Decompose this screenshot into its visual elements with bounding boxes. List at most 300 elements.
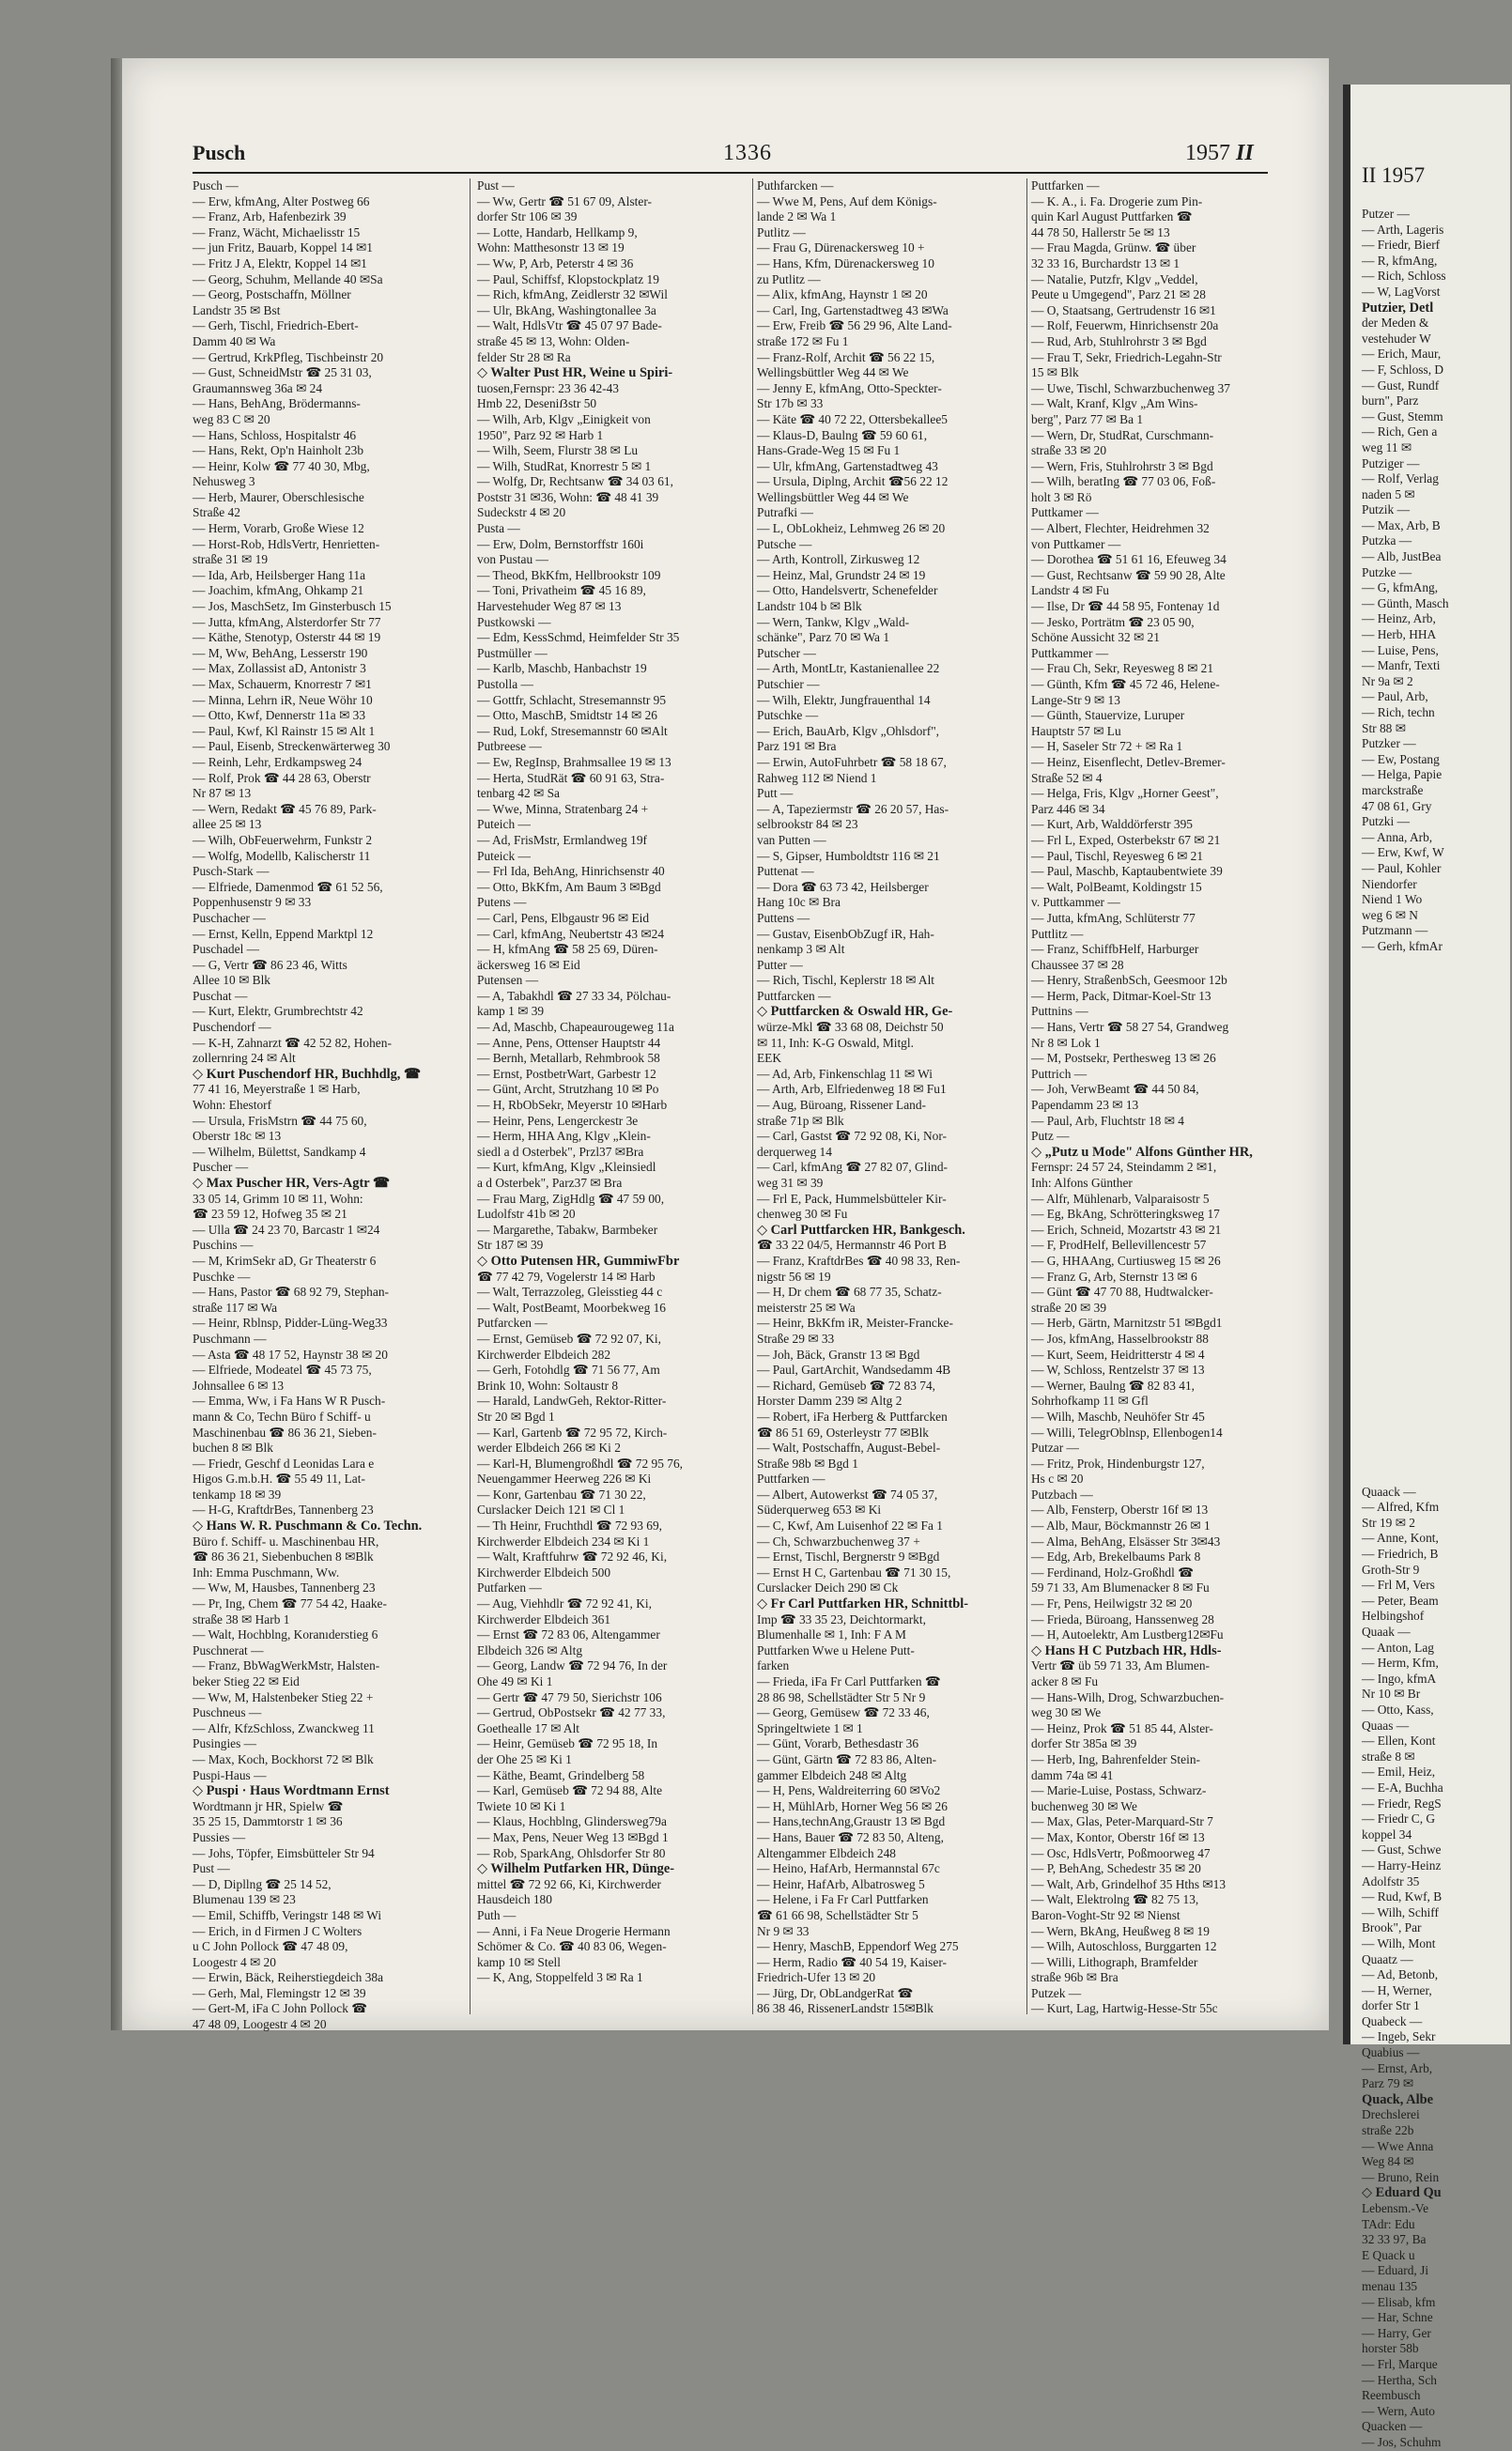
directory-entry: — Dorothea ☎ 51 61 16, Efeuweg 34 [1031, 552, 1227, 567]
directory-entry: Putlitz — [757, 224, 806, 239]
directory-entry: — Gert-M, iFa C John Pollock ☎ [193, 2001, 367, 2016]
directory-entry: — Georg, Schuhm, Mellande 40 ✉Sa [193, 271, 383, 286]
directory-entry: — Walt, Kranf, Klgv „Am Wins- [1031, 396, 1198, 411]
directory-entry: ◇ Fr Carl Puttfarken HR, Schnittbl- [757, 1596, 969, 1612]
directory-entry: — Emil, Schiffb, Veringstr 148 ✉ Wi [193, 1907, 382, 1922]
directory-entry: — Alb, JustBea [1362, 549, 1442, 564]
directory-entry: — Ernst, Kelln, Eppend Marktpl 12 [193, 926, 374, 941]
directory-entry: Büro f. Schiff- u. Maschinenbau HR, [193, 1534, 379, 1549]
directory-entry: Niend 1 Wo [1362, 892, 1423, 907]
directory-entry: — Otto, Handelsvertr, Schenefelder [757, 583, 938, 598]
page-header-keyword: Pusch [193, 141, 246, 164]
directory-entry: Lange-Str 9 ✉ 13 [1031, 692, 1120, 707]
directory-entry: Kirchwerder Elbdeich 361 [477, 1611, 611, 1626]
directory-entry: — Henry, MaschB, Eppendorf Weg 275 [757, 1939, 959, 1954]
directory-entry: — Hans,technAng,Graustr 13 ✉ Bgd [757, 1814, 946, 1829]
directory-entry [1362, 1454, 1512, 1470]
directory-entry [1362, 1142, 1512, 1158]
directory-entry: Puttnins — [1031, 1004, 1088, 1019]
directory-entry: — Anton, Lag [1362, 1640, 1434, 1655]
directory-entry: Fernspr: 24 57 24, Steindamm 2 ✉1, [1031, 1160, 1217, 1175]
directory-entry [1362, 1422, 1512, 1438]
directory-entry: Baron-Voght-Str 92 ✉ Nienst [1031, 1907, 1180, 1922]
directory-entry: ◇ Hans H C Putzbach HR, Hdls- [1031, 1642, 1222, 1658]
directory-entry: Schöne Aussicht 32 ✉ 21 [1031, 630, 1160, 645]
directory-entry: — Ew, Postang [1362, 751, 1440, 766]
directory-entry: — Pr, Ing, Chem ☎ 77 54 42, Haake- [193, 1596, 387, 1611]
directory-entry: Putfarcken — [477, 1316, 548, 1331]
directory-entry: — Erw, Kwf, W [1362, 845, 1444, 860]
directory-entry: Puttens — [757, 910, 810, 925]
directory-entry: straße 45 ✉ 13, Wohn: Olden- [477, 333, 630, 348]
directory-entry: Landstr 35 ✉ Bst [193, 302, 281, 317]
directory-entry: Pustkowski — [477, 614, 551, 629]
directory-entry: Blumenhalle ✉ 1, Inh: F A M [757, 1627, 906, 1642]
directory-column-3 [757, 178, 1029, 2019]
directory-entry: Putzek — [1031, 1985, 1082, 2000]
directory-entry: — Franz, KraftdrBes ☎ 40 98 33, Ren- [757, 1253, 961, 1268]
directory-entry: — Rich, Tischl, Keplerstr 18 ✉ Alt [757, 973, 935, 988]
directory-entry: — Gust, Stemm [1362, 408, 1443, 424]
directory-entry: — Frieda, iFa Fr Carl Puttfarken ☎ [757, 1674, 941, 1688]
directory-entry: — Osc, HdlsVertr, Poßmoorweg 47 [1031, 1845, 1211, 1860]
directory-entry [1362, 1298, 1512, 1314]
directory-entry [1362, 1251, 1512, 1267]
directory-entry: Nr 9a ✉ 2 [1362, 673, 1413, 688]
directory-entry: Straße 42 [193, 505, 240, 520]
directory-entry: — Gerh, Mal, Flemingstr 12 ✉ 39 [193, 1985, 366, 2000]
directory-entry: — Hans, Pastor ☎ 68 92 79, Stephan- [193, 1285, 389, 1300]
directory-entry: — Günt, Archt, Strutzhang 10 ✉ Po [477, 1082, 659, 1097]
directory-entry: — Alfr, KfzSchloss, Zwanckweg 11 [193, 1720, 375, 1735]
directory-entry: Puth — [477, 1907, 517, 1922]
directory-entry: — Marie-Luise, Postass, Schwarz- [1031, 1783, 1207, 1798]
directory-entry: menau 135 [1362, 2278, 1418, 2293]
directory-entry: — Erw, Dolm, Bernstorffstr 160i [477, 536, 644, 551]
directory-entry: weg 11 ✉ [1362, 439, 1412, 455]
directory-entry: Maschinenbau ☎ 86 36 21, Sieben- [193, 1425, 377, 1440]
directory-entry: — Anne, Kont, [1362, 1531, 1439, 1546]
directory-entry: ◇ Hans W. R. Puschmann & Co. Techn. [193, 1518, 423, 1534]
directory-entry: selbrookstr 84 ✉ 23 [757, 817, 858, 832]
directory-entry: — H, RbObSekr, Meyerstr 10 ✉Harb [477, 1098, 668, 1113]
directory-entry: — Bernh, Metallarb, Rehmbrook 58 [477, 1051, 660, 1066]
directory-entry: — Franz, BbWagWerkMstr, Halsten- [193, 1658, 380, 1673]
directory-entry: — Paul, Arb, [1362, 689, 1428, 704]
directory-entry: — S, Gipser, Humboldtstr 116 ✉ 21 [757, 848, 940, 863]
directory-entry: Puttenat — [757, 864, 814, 879]
directory-entry: Hauptstr 57 ✉ Lu [1031, 723, 1121, 738]
directory-entry: — Paul, Schiffsf, Klopstockplatz 19 [477, 271, 659, 286]
directory-entry: Wordtmann jr HR, Spielw ☎ [193, 1798, 344, 1813]
directory-entry: — Friedr, RegS [1362, 1796, 1442, 1811]
directory-entry: — Ernst, Arb, [1362, 2060, 1433, 2075]
directory-entry: zu Putlitz — [757, 271, 821, 286]
directory-entry: — Paul, Tischl, Reyesweg 6 ✉ 21 [1031, 848, 1204, 863]
directory-entry: — Franz, Wächt, Michaelisstr 15 [193, 224, 361, 239]
directory-entry: — Wilh, ObFeuerwehrm, Funkstr 2 [193, 832, 373, 847]
directory-entry: — Albert, Flechter, Heidrehmen 32 [1031, 521, 1210, 536]
directory-entry: — Herm, Radio ☎ 40 54 19, Kaiser- [757, 1954, 947, 1969]
directory-entry: — Reinh, Lehr, Erdkampsweg 24 [193, 754, 363, 769]
directory-entry: Poststr 31 ✉36, Wohn: ☎ 48 41 39 [477, 489, 659, 504]
directory-entry: — Otto, BkKfm, Am Baum 3 ✉Bgd [477, 879, 661, 894]
directory-entry: — Herm, Vorarb, Große Wiese 12 [193, 521, 364, 536]
directory-entry: — Anni, i Fa Neue Drogerie Hermann [477, 1923, 671, 1938]
directory-entry: — Walt, PostBeamt, Moorbekweg 16 [477, 1300, 667, 1315]
directory-entry: — Friedr, Geschf d Leonidas Lara e [193, 1456, 375, 1471]
directory-entry: — Willi, Lithograph, Bramfelder [1031, 1954, 1198, 1969]
directory-entry: Niendorfer [1362, 876, 1417, 891]
directory-entry: — Hans, Rekt, Op'n Hainholt 23b [193, 443, 364, 458]
directory-entry: mann & Co, Techn Büro f Schiff- u [193, 1409, 371, 1424]
directory-entry: Putsche — [757, 536, 812, 551]
directory-entry: Nr 9 ✉ 33 [757, 1923, 810, 1938]
directory-entry: — Gust, SchneidMstr ☎ 25 31 03, [193, 365, 372, 380]
directory-entry: — Aug, Viehhdlr ☎ 72 92 41, Ki, [477, 1596, 652, 1611]
directory-entry: Straße 98b ✉ Bgd 1 [757, 1456, 858, 1471]
directory-entry: — Georg, Postschaffn, Möllner [193, 287, 351, 302]
directory-entry: — L, ObLokheiz, Lehmweg 26 ✉ 20 [757, 521, 946, 536]
directory-entry: Wellingsbüttler Weg 44 ✉ We [757, 489, 909, 504]
directory-entry: Goethealle 17 ✉ Alt [477, 1720, 580, 1735]
directory-entry: Chaussee 37 ✉ 28 [1031, 957, 1124, 972]
directory-entry: Parz 191 ✉ Bra [757, 739, 837, 754]
directory-entry: — Rud, Kwf, B [1362, 1889, 1443, 1904]
directory-entry [1362, 1188, 1512, 1204]
directory-entry: — Natalie, Putzfr, Klgv „Veddel, [1031, 271, 1198, 286]
directory-entry: — Max, Schauerm, Knorrestr 7 ✉1 [193, 677, 372, 691]
directory-entry: — Frau G, Dürenackersweg 10 + [757, 240, 925, 255]
directory-entry: — Heinz, Mal, Grundstr 24 ✉ 19 [757, 567, 926, 582]
directory-entry: Sohrhofkamp 11 ✉ Gfl [1031, 1394, 1149, 1409]
directory-entry: — Kurt, Elektr, Grumbrechtstr 42 [193, 1004, 363, 1019]
directory-entry: straße 31 ✉ 19 [193, 552, 269, 567]
directory-entry: — K-H, Zahnarzt ☎ 42 52 82, Hohen- [193, 1035, 392, 1050]
directory-entry: — Walt, PolBeamt, Koldingstr 15 [1031, 879, 1202, 894]
directory-entry: Kirchwerder Elbdeich 500 [477, 1565, 611, 1580]
directory-entry: Pustolla — [477, 677, 533, 691]
directory-entry: — Paul, Arb, Fluchtstr 18 ✉ 4 [1031, 1113, 1184, 1128]
directory-entry: — Günt, Gärtn ☎ 72 83 86, Alten- [757, 1751, 937, 1766]
directory-entry: Putzmann — [1362, 923, 1428, 938]
directory-entry: — Max, Zollassist aD, Antonistr 3 [193, 661, 366, 676]
directory-entry: Elbdeich 326 ✉ Altg [477, 1642, 583, 1657]
directory-entry: vestehuder W [1362, 331, 1431, 346]
directory-entry: — Herb, HHA [1362, 627, 1437, 642]
directory-entry: — Uwe, Tischl, Schwarzbuchenweg 37 [1031, 380, 1230, 395]
directory-entry [1362, 1126, 1512, 1142]
directory-entry: — Karl-H, Blumengroßhdl ☎ 72 95 76, [477, 1456, 684, 1471]
directory-entry: — Kurt, Arb, Walddörferstr 395 [1031, 817, 1193, 832]
directory-entry: — Luise, Pens, [1362, 642, 1439, 657]
directory-entry: — Ulr, kfmAng, Gartenstadtweg 43 [757, 458, 938, 473]
directory-column-2 [477, 178, 749, 2019]
directory-entry: — Rob, SparkAng, Ohlsdorfer Str 80 [477, 1845, 666, 1860]
directory-entry: Putzier, Detl [1362, 300, 1434, 316]
directory-entry: meisterstr 25 ✉ Wa [757, 1300, 856, 1315]
directory-entry: — Paul, Kwf, Kl Rainstr 15 ✉ Alt 1 [193, 723, 376, 738]
directory-entry: Putensen — [477, 973, 539, 988]
adjacent-page-header: II 1957 [1362, 163, 1426, 187]
directory-entry: — Arth, Arb, Elfriedenweg 18 ✉ Fu1 [757, 1082, 947, 1097]
directory-entry: — G, Vertr ☎ 86 23 46, Witts [193, 957, 347, 972]
directory-entry: — Elisab, kfm [1362, 2294, 1436, 2309]
directory-entry: Curslacker Deich 121 ✉ Cl 1 [477, 1503, 625, 1518]
directory-entry: — Frl Ida, BehAng, Hinrichsenstr 40 [477, 864, 665, 879]
directory-entry: Groth-Str 9 [1362, 1562, 1420, 1577]
directory-entry: Putschier — [757, 677, 820, 691]
directory-entry: — Ad, FrisMstr, Ermlandweg 19f [477, 832, 647, 847]
directory-entry: — Kurt, kfmAng, Klgv „Kleinsiedl [477, 1160, 656, 1175]
directory-entry: — Harald, LandwGeh, Rektor-Ritter- [477, 1394, 667, 1409]
directory-entry: — Max, Kontor, Oberstr 16f ✉ 13 [1031, 1829, 1205, 1844]
directory-entry: 15 ✉ Blk [1031, 365, 1079, 380]
directory-entry: koppel 34 [1362, 1827, 1412, 1842]
directory-entry [1362, 1469, 1512, 1485]
directory-entry: Harvestehuder Weg 87 ✉ 13 [477, 599, 622, 614]
directory-entry: berg", Parz 77 ✉ Ba 1 [1031, 411, 1144, 426]
directory-entry: — Heinz, Prok ☎ 51 85 44, Alster- [1031, 1720, 1213, 1735]
directory-entry: Helbingshof [1362, 1609, 1425, 1624]
directory-entry: Str 20 ✉ Bgd 1 [477, 1409, 555, 1424]
directory-entry: — Anne, Pens, Ottenser Hauptstr 44 [477, 1035, 661, 1050]
directory-entry [1362, 1110, 1512, 1126]
directory-entry: Twiete 10 ✉ Ki 1 [477, 1798, 566, 1813]
directory-entry: Nr 8 ✉ Lok 1 [1031, 1035, 1101, 1050]
directory-entry: — H, Pens, Waldreiterring 60 ✉Vo2 [757, 1783, 941, 1798]
directory-entry: Parz 79 ✉ [1362, 2076, 1414, 2091]
directory-entry [1362, 1266, 1512, 1282]
directory-entry: — Karlb, Maschb, Hanbachstr 19 [477, 661, 647, 676]
volume-label: II [1236, 141, 1254, 165]
directory-entry: — Erich, Schneid, Mozartstr 43 ✉ 21 [1031, 1222, 1222, 1237]
directory-entry: Putzer — [1362, 207, 1410, 221]
directory-entry: Johnsallee 6 ✉ 13 [193, 1378, 285, 1393]
directory-entry: — Klaus, Hochblng, Glindersweg79a [477, 1814, 667, 1829]
directory-entry [1362, 1282, 1512, 1298]
directory-entry: Quaak — [1362, 1625, 1411, 1640]
directory-entry: Horster Damm 239 ✉ Altg 2 [757, 1394, 903, 1409]
directory-entry: u C John Pollock ☎ 47 48 09, [193, 1939, 348, 1954]
directory-entry: — Rolf, Verlag [1362, 471, 1439, 486]
directory-entry: der Meden & [1362, 316, 1429, 331]
directory-entry: — Wilh, Mont [1362, 1935, 1436, 1950]
directory-entry: Süderquerweg 653 ✉ Ki [757, 1503, 882, 1518]
directory-entry: — Gerh, Tischl, Friedrich-Ebert- [193, 318, 359, 333]
directory-entry: — Wilh, StudRat, Knorrestr 5 ✉ 1 [477, 458, 652, 473]
directory-entry: Brink 10, Wohn: Soltaustr 8 [477, 1378, 619, 1393]
directory-entry: Puttfarken Wwe u Helene Putt- [757, 1642, 915, 1657]
directory-entry: farken [757, 1658, 790, 1673]
directory-entry: tenbarg 42 ✉ Sa [477, 786, 560, 801]
directory-entry: — Alix, kfmAng, Haynstr 1 ✉ 20 [757, 287, 928, 302]
directory-entry: — Max, Koch, Bockhorst 72 ✉ Blk [193, 1751, 374, 1766]
directory-entry [1362, 1344, 1512, 1360]
directory-entry: — Rich, techn [1362, 705, 1435, 719]
directory-entry: — Paul, GartArchit, Wandsedamm 4B [757, 1363, 951, 1378]
directory-entry: — Alb, Fensterp, Oberstr 16f ✉ 13 [1031, 1503, 1209, 1518]
directory-entry: Nehusweg 3 [193, 474, 255, 489]
directory-entry: — M, Ww, BehAng, Lesserstr 190 [193, 645, 368, 660]
directory-entry: — Ww, M, Hausbes, Tannenberg 23 [193, 1580, 376, 1595]
directory-entry: — Rich, Gen a [1362, 424, 1438, 439]
directory-entry: — Herb, Maurer, Oberschlesische [193, 489, 364, 504]
directory-entry: straße 8 ✉ [1362, 1749, 1415, 1764]
directory-entry: Kirchwerder Elbdeich 234 ✉ Ki 1 [477, 1534, 650, 1549]
directory-entry: — Ulr, BkAng, Washingtonallee 3a [477, 302, 656, 317]
directory-entry: würze-Mkl ☎ 33 68 08, Deichstr 50 [757, 1020, 944, 1035]
directory-entry: — Wilh, beratIng ☎ 77 03 06, Foß- [1031, 474, 1216, 489]
directory-entry: — Hans, Vertr ☎ 58 27 54, Grandweg [1031, 1020, 1229, 1035]
directory-entry: — Ad, Maschb, Chapeaurougeweg 11a [477, 1020, 674, 1035]
directory-entry: Hang 10c ✉ Bra [757, 895, 841, 910]
directory-entry: kamp 1 ✉ 39 [477, 1004, 545, 1019]
directory-entry: — Jos, kfmAng, Hasselbrookstr 88 [1031, 1331, 1209, 1346]
directory-entry: — Ulla ☎ 24 23 70, Barcastr 1 ✉24 [193, 1222, 380, 1237]
directory-entry: Puttkammer — [1031, 645, 1109, 660]
directory-entry: Inh: Emma Puschmann, Ww. [193, 1565, 340, 1580]
directory-entry: — E-A, Buchha [1362, 1780, 1443, 1795]
directory-entry: — Wilh, Seem, Flurstr 38 ✉ Lu [477, 443, 639, 458]
directory-entry: Quabius — [1362, 2045, 1420, 2060]
directory-entry: — Dora ☎ 63 73 42, Heilsberger [757, 879, 929, 894]
directory-entry: Drechslerei [1362, 2107, 1420, 2122]
directory-entry [1362, 986, 1512, 1002]
directory-entry: Schömer & Co. ☎ 40 83 06, Wegen- [477, 1939, 667, 1954]
directory-entry: ☎ 86 36 21, Siebenbuchen 8 ✉Blk [193, 1549, 374, 1565]
directory-entry: — Otto, MaschB, Smidtstr 14 ✉ 26 [477, 708, 657, 723]
directory-entry: horster 58b [1362, 2341, 1419, 2356]
directory-entry: — Wolfg, Modellb, Kalischerstr 11 [193, 848, 371, 863]
directory-entry: ☎ 33 22 04/5, Hermannstr 46 Port B [757, 1238, 947, 1253]
directory-entry: Putzbach — [1031, 1487, 1093, 1502]
directory-entry: — Erich, Maur, [1362, 347, 1442, 362]
directory-entry: — M, KrimSekr aD, Gr Theaterstr 6 [193, 1253, 377, 1268]
directory-entry: — Edm, KessSchmd, Heimfelder Str 35 [477, 630, 680, 645]
directory-entry: Adolfstr 35 [1362, 1873, 1420, 1888]
directory-entry: holt 3 ✉ Rö [1031, 489, 1092, 504]
directory-entry [1362, 1376, 1512, 1392]
directory-entry: Blumenau 139 ✉ 23 [193, 1892, 296, 1907]
directory-entry: — Robert, iFa Herberg & Puttfarcken [757, 1409, 948, 1424]
directory-entry [1362, 1173, 1512, 1189]
directory-entry: — Har, Schne [1362, 2310, 1433, 2325]
directory-entry: — Franz-Rolf, Archit ☎ 56 22 15, [757, 349, 935, 364]
directory-entry: dorfer Str 1 [1362, 1998, 1420, 2013]
directory-entry: ☎ 61 66 98, Schellstädter Str 5 [757, 1907, 918, 1922]
directory-entry: — Heinz, Eisenflecht, Detlev-Bremer- [1031, 754, 1226, 769]
directory-entry: — F, ProdHelf, Bellevillencestr 57 [1031, 1238, 1207, 1253]
directory-entry: Puttkamer — [1031, 505, 1099, 520]
directory-entry: buchen 8 ✉ Blk [193, 1441, 273, 1456]
directory-entry: äckersweg 16 ✉ Eid [477, 957, 580, 972]
directory-entry: — Hans, Bauer ☎ 72 83 50, Alteng, [757, 1829, 944, 1844]
directory-entry: Putzka — [1362, 533, 1412, 548]
directory-entry: — Wilh, Elektr, Jungfrauenthal 14 [757, 692, 931, 707]
directory-entry: — Th Heinr, Fruchthdl ☎ 72 93 69, [477, 1518, 663, 1534]
directory-entry: — Joh, VerwBeamt ☎ 44 50 84, [1031, 1082, 1199, 1097]
directory-entry: — Wwe M, Pens, Auf dem Königs- [757, 193, 937, 208]
directory-entry: Wohn: Matthesonstr 13 ✉ 19 [477, 240, 625, 255]
directory-entry: 28 86 98, Schellstädter Str 5 Nr 9 [757, 1689, 926, 1704]
directory-entry: — Paul, Maschb, Kaptaubentwiete 39 [1031, 864, 1223, 879]
directory-entry: — Frieda, Büroang, Hanssenweg 28 [1031, 1611, 1214, 1626]
directory-entry [1362, 1064, 1512, 1080]
directory-entry: — Manfr, Texti [1362, 658, 1441, 673]
directory-entry: — Frau T, Sekr, Friedrich-Legahn-Str [1031, 349, 1222, 364]
directory-entry: — Albert, Autowerkst ☎ 74 05 37, [757, 1487, 938, 1502]
directory-entry: — Herta, StudRät ☎ 60 91 63, Stra- [477, 770, 665, 785]
year-label: 1957 [1185, 141, 1230, 165]
directory-entry: 32 33 97, Ba [1362, 2232, 1427, 2247]
directory-entry [1362, 1360, 1512, 1376]
directory-entry: ◇ Puttfarcken & Oswald HR, Ge- [757, 1004, 953, 1020]
directory-entry: — Carl, Ing, Gartenstadtweg 43 ✉Wa [757, 302, 949, 317]
directory-entry: Putz — [1031, 1129, 1070, 1144]
directory-entry: — Klaus-D, Baulng ☎ 59 60 61, [757, 427, 928, 442]
directory-entry [1362, 970, 1512, 986]
directory-entry: — Johs, Töpfer, Eimsbütteler Str 94 [193, 1845, 375, 1860]
directory-entry: Wohn: Ehestorf [193, 1098, 272, 1113]
directory-entry: — Ingeb, Sekr [1362, 2029, 1436, 2044]
directory-entry: — M, Postsekr, Perthesweg 13 ✉ 26 [1031, 1051, 1216, 1066]
directory-entry: — Ernst, PostbetrWart, Garbestr 12 [477, 1066, 656, 1081]
directory-entry [1362, 955, 1512, 971]
directory-entry: Str 88 ✉ [1362, 720, 1406, 735]
directory-entry: acker 8 ✉ Fu [1031, 1674, 1099, 1688]
column-divider [470, 178, 471, 2014]
directory-entry: Nr 10 ✉ Br [1362, 1687, 1421, 1702]
directory-entry: Puttfarken — [1031, 178, 1100, 193]
directory-entry: — Fritz J A, Elektr, Koppel 14 ✉1 [193, 255, 367, 270]
directory-entry: — Wern, Fris, Stuhlrohrstr 3 ✉ Bgd [1031, 458, 1213, 473]
directory-entry: — Rud, Arb, Stuhlrohrstr 3 ✉ Bgd [1031, 333, 1207, 348]
directory-entry: Puteick — [477, 848, 531, 863]
directory-entry: Putzke — [1362, 564, 1412, 579]
directory-entry: 32 33 16, Burchardstr 13 ✉ 1 [1031, 255, 1180, 270]
directory-entry: Pust — [477, 178, 515, 193]
directory-entry: — Eg, BkAng, Schrötteringksweg 17 [1031, 1207, 1220, 1222]
directory-entry: — Ww, Gertr ☎ 51 67 09, Alster- [477, 193, 652, 208]
directory-entry: — Hertha, Sch [1362, 2372, 1437, 2387]
directory-entry: — Walt, Arb, Grindelhof 35 Hths ✉13 [1031, 1876, 1227, 1891]
directory-entry: marckstraße [1362, 782, 1424, 797]
directory-entry: — Hans, Schloss, Hospitalstr 46 [193, 427, 357, 442]
directory-entry [1362, 1313, 1512, 1329]
directory-entry: Putbreese — [477, 739, 542, 754]
directory-entry: — Gertrud, KrkPfleg, Tischbeinstr 20 [193, 349, 384, 364]
directory-entry: der Ohe 25 ✉ Ki 1 [477, 1751, 572, 1766]
directory-entry: — Werner, Baulng ☎ 82 83 41, [1031, 1378, 1195, 1393]
directory-entry: Putzar — [1031, 1441, 1079, 1456]
directory-entry: Weg 84 ✉ [1362, 2154, 1414, 2169]
directory-entry: — Günt, Vorarb, Bethesdastr 36 [757, 1736, 919, 1751]
directory-entry: Putzker — [1362, 736, 1416, 751]
directory-entry: — Fritz, Prok, Hindenburgstr 127, [1031, 1456, 1205, 1471]
directory-entry: Ohe 49 ✉ Ki 1 [477, 1674, 553, 1688]
directory-entry: ☎ 77 42 79, Vogelerstr 14 ✉ Harb [477, 1269, 656, 1284]
directory-entry: ☎ 86 51 69, Osterleystr 77 ✉Blk [757, 1425, 929, 1440]
directory-entry: — Erich, BauArb, Klgv „Ohlsdorf", [757, 723, 940, 738]
directory-entry: Quabeck — [1362, 2013, 1423, 2028]
directory-entry: 47 48 09, Loogestr 4 ✉ 20 [193, 2017, 327, 2032]
directory-entry: straße 71p ✉ Blk [757, 1113, 844, 1128]
directory-entry: Straße 29 ✉ 33 [757, 1331, 835, 1346]
directory-entry: Rahweg 112 ✉ Niend 1 [757, 770, 877, 785]
directory-entry: — Jenny E, kfmAng, Otto-Speckter- [757, 380, 942, 395]
directory-entry: Hmb 22, Deseniẞstr 50 [477, 396, 597, 411]
